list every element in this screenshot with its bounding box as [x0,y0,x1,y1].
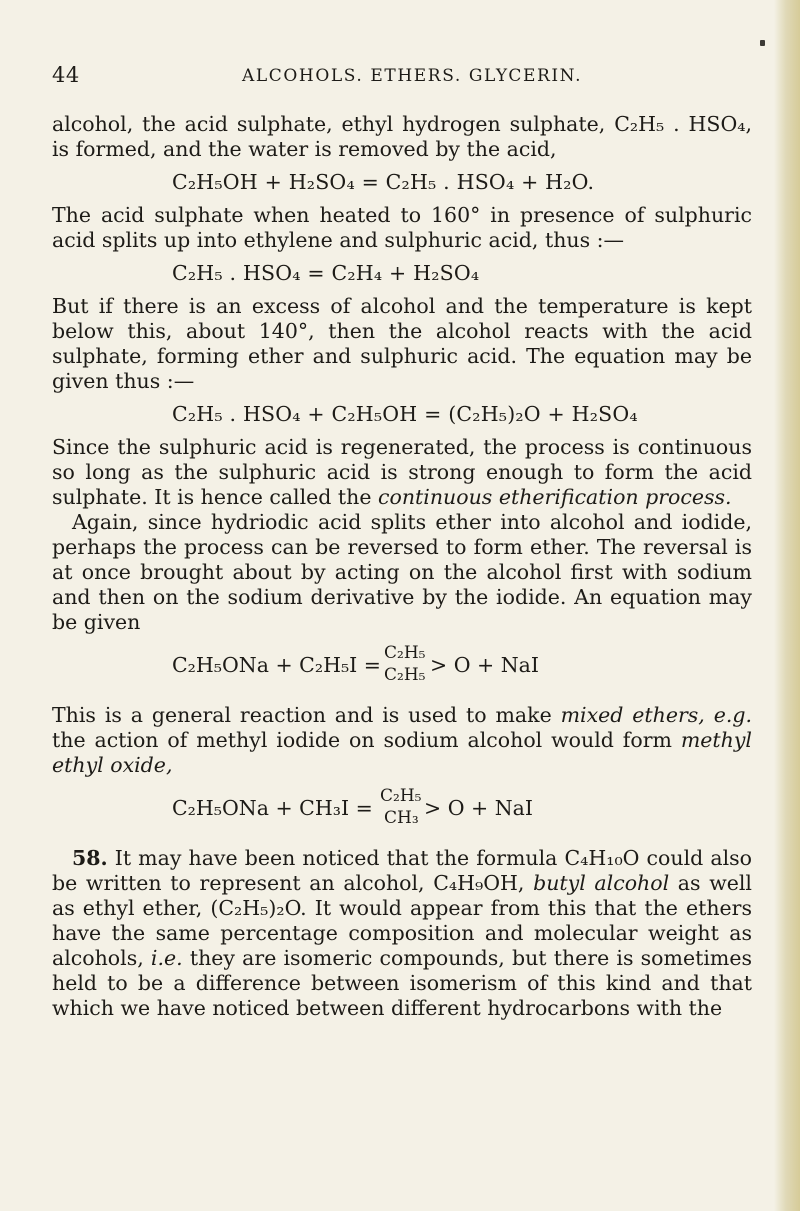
paragraph-7-emphasis-1: butyl alcohol [533,871,670,895]
equation-5 [52,784,752,840]
print-speck [760,40,765,46]
paragraph-6-emphasis-2: e.g. [713,703,752,727]
paragraph-4-text: Since the sulphuric acid is regenerated, the process is continuous so long as the sulphuric acid is strong enough to form the acid sulphate. It is hence called the [52,435,752,509]
paragraph-3: But if there is an excess of alcohol and the temperature is kept below this, about 140°, then the alcohol reacts with the acid sulphate, forming ether and sulphuric acid. The equation may be given thus :— [52,294,752,393]
equation-3: C₂H₅ . HSO₄ + C₂H₅OH = (C₂H₅)₂O + H₂SO₄ [172,402,638,426]
paragraph-6-emphasis-1: mixed ethers, [560,703,705,727]
paragraph-4 [52,435,752,510]
equation-5-rhs: > O + NaI [424,796,533,820]
body-text [52,112,752,1021]
section-number: 58. [72,846,108,870]
equation-4-top-radical: C₂H₅ [384,643,426,663]
paragraph-7-text-c: they are isomeric compounds, but there is sometimes held to be a difference between isomerism of this kind and that which we have noticed between different hydrocarbons with the [52,946,752,1020]
page-number: 44 [52,63,80,87]
paragraph-7-text-a: It may have been noticed that the formula C₄H₁₀O could also be written to represent an alcohol, C₄H₉OH, [52,846,752,895]
paragraph-6-text-b [705,703,714,727]
paragraph-1: alcohol, the acid sulphate, ethyl hydrogen sulphate, C₂H₅ . HSO₄, is formed, and the water is removed by the acid, [52,112,752,161]
equation-5-top-radical: C₂H₅ [380,786,422,806]
paragraph-7-emphasis-2: i.e. [150,946,183,970]
page-edge-shadow [774,0,800,1211]
paragraph-7-text-b: as well as ethyl ether, (C₂H₅)₂O. It would appear from this that the ethers have the same percentage composition and molecular weight as alcohols, [52,871,752,970]
paragraph-2: The acid sulphate when heated to 160° in presence of sulphuric acid splits up into ethylene and sulphuric acid, thus :— [52,203,752,252]
equation-1: C₂H₅OH + H₂SO₄ = C₂H₅ . HSO₄ + H₂O. [172,170,595,194]
page-header [52,63,752,87]
equation-4 [52,641,752,697]
paragraph-6 [52,703,752,778]
paragraph-6-emphasis-3: methyl ethyl oxide, [52,728,752,777]
paragraph-6-text-a: This is a general reaction and is used to make [52,703,561,727]
equation-5-bottom-radical: CH₃ [384,808,419,828]
equation-4-bottom-radical: C₂H₅ [384,665,426,685]
paragraph-7 [52,846,752,1021]
running-head: ALCOHOLS. ETHERS. GLYCERIN. [242,66,583,86]
paragraph-5: Again, since hydriodic acid splits ether into alcohol and iodide, perhaps the process can be reversed to form ether. The reversal is at once brought about by acting on the alcohol first with sodium and then on the sodium derivative by the iodide. An equation may be given [52,510,752,634]
equation-4-rhs: > O + NaI [430,653,539,677]
equation-5-lhs: C₂H₅ONa + CH₃I = [172,796,373,820]
paragraph-6-text-c: the action of methyl iodide on sodium alcohol would form [52,728,681,752]
equation-2: C₂H₅ . HSO₄ = C₂H₄ + H₂SO₄ [172,261,480,285]
paragraph-4-emphasis: continuous etherification process. [378,485,732,509]
equation-4-lhs: C₂H₅ONa + C₂H₅I = [172,653,381,677]
